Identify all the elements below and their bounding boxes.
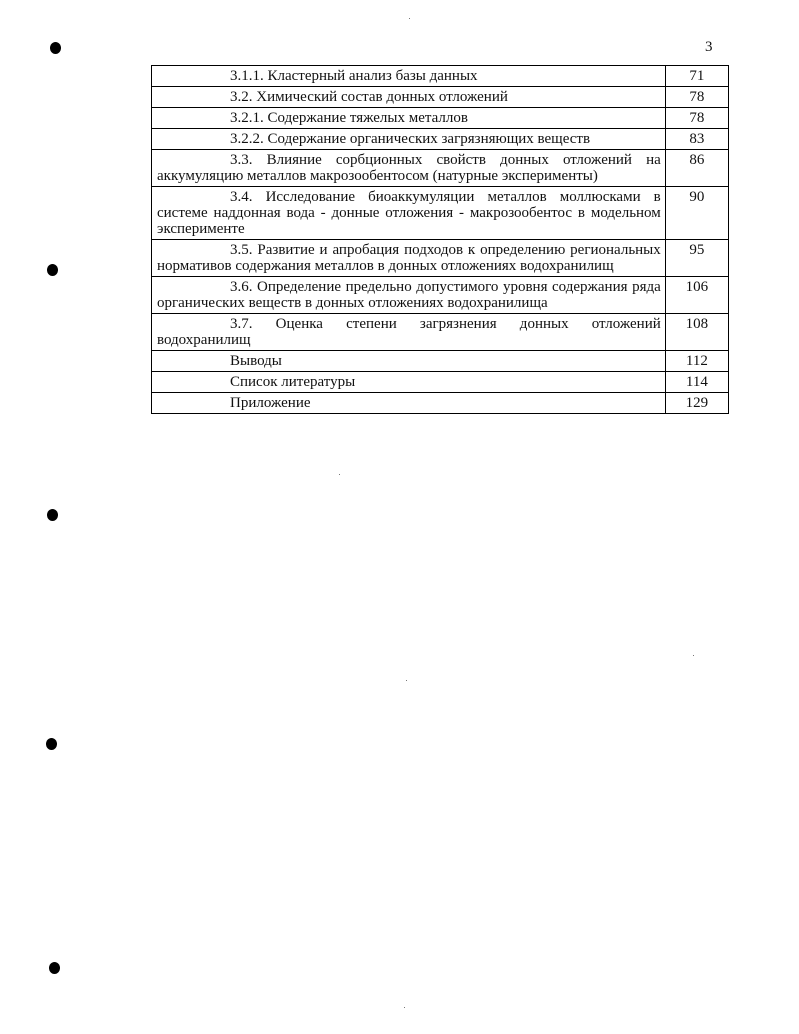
toc-entry-page: 83 bbox=[665, 129, 728, 150]
toc-row bbox=[152, 66, 729, 87]
punch-hole bbox=[49, 962, 60, 974]
scan-speck bbox=[339, 474, 340, 475]
toc-row bbox=[152, 351, 729, 372]
toc-entry-page: 114 bbox=[665, 372, 728, 393]
toc-row bbox=[152, 277, 729, 314]
page-number: 3 bbox=[705, 39, 713, 55]
punch-hole bbox=[50, 42, 61, 54]
toc-row bbox=[152, 372, 729, 393]
toc-entry-title: 3.4. Исследование биоаккумуляции металлов моллюсками в системе наддонная вода - донные отложения - макрозообентос в модельном эксперименте bbox=[152, 187, 666, 240]
toc-entry-page: 78 bbox=[665, 87, 728, 108]
toc-entry-title: 3.7. Оценка степени загрязнения донных отложений водохранилищ bbox=[152, 314, 666, 351]
toc-row bbox=[152, 314, 729, 351]
toc-entry-page: 95 bbox=[665, 240, 728, 277]
scan-speck bbox=[406, 680, 407, 681]
scan-speck bbox=[404, 1007, 405, 1008]
toc-entry-title: Выводы bbox=[152, 351, 666, 372]
toc-row bbox=[152, 108, 729, 129]
toc-row bbox=[152, 150, 729, 187]
toc-entry-title: 3.2. Химический состав донных отложений bbox=[152, 87, 666, 108]
punch-hole bbox=[47, 264, 58, 276]
scan-speck bbox=[409, 18, 410, 19]
toc-row bbox=[152, 129, 729, 150]
toc-entry-page: 86 bbox=[665, 150, 728, 187]
toc-entry-title: 3.6. Определение предельно допустимого уровня содержания ряда органических веществ в донных отложениях водохранилища bbox=[152, 277, 666, 314]
toc-entry-page: 108 bbox=[665, 314, 728, 351]
toc-entry-page: 71 bbox=[665, 66, 728, 87]
toc-row bbox=[152, 393, 729, 414]
toc-entry-title: 3.5. Развитие и апробация подходов к определению региональных нормативов содержания металлов в донных отложениях водохранилищ bbox=[152, 240, 666, 277]
toc-entry-title: Приложение bbox=[152, 393, 666, 414]
toc-row bbox=[152, 187, 729, 240]
toc-entry-page: 90 bbox=[665, 187, 728, 240]
toc-entry-page: 112 bbox=[665, 351, 728, 372]
punch-hole bbox=[47, 509, 58, 521]
toc-row bbox=[152, 87, 729, 108]
toc-entry-page: 106 bbox=[665, 277, 728, 314]
table-of-contents bbox=[151, 65, 729, 414]
toc-entry-title: 3.3. Влияние сорбционных свойств донных отложений на аккумуляцию металлов макрозообентосом (натурные эксперименты) bbox=[152, 150, 666, 187]
toc-row bbox=[152, 240, 729, 277]
toc-entry-title: 3.1.1. Кластерный анализ базы данных bbox=[152, 66, 666, 87]
toc-entry-title: 3.2.2. Содержание органических загрязняющих веществ bbox=[152, 129, 666, 150]
toc-entry-page: 129 bbox=[665, 393, 728, 414]
toc-entry-title: 3.2.1. Содержание тяжелых металлов bbox=[152, 108, 666, 129]
scan-speck bbox=[693, 655, 694, 656]
punch-hole bbox=[46, 738, 57, 750]
toc-entry-title: Список литературы bbox=[152, 372, 666, 393]
toc-entry-page: 78 bbox=[665, 108, 728, 129]
